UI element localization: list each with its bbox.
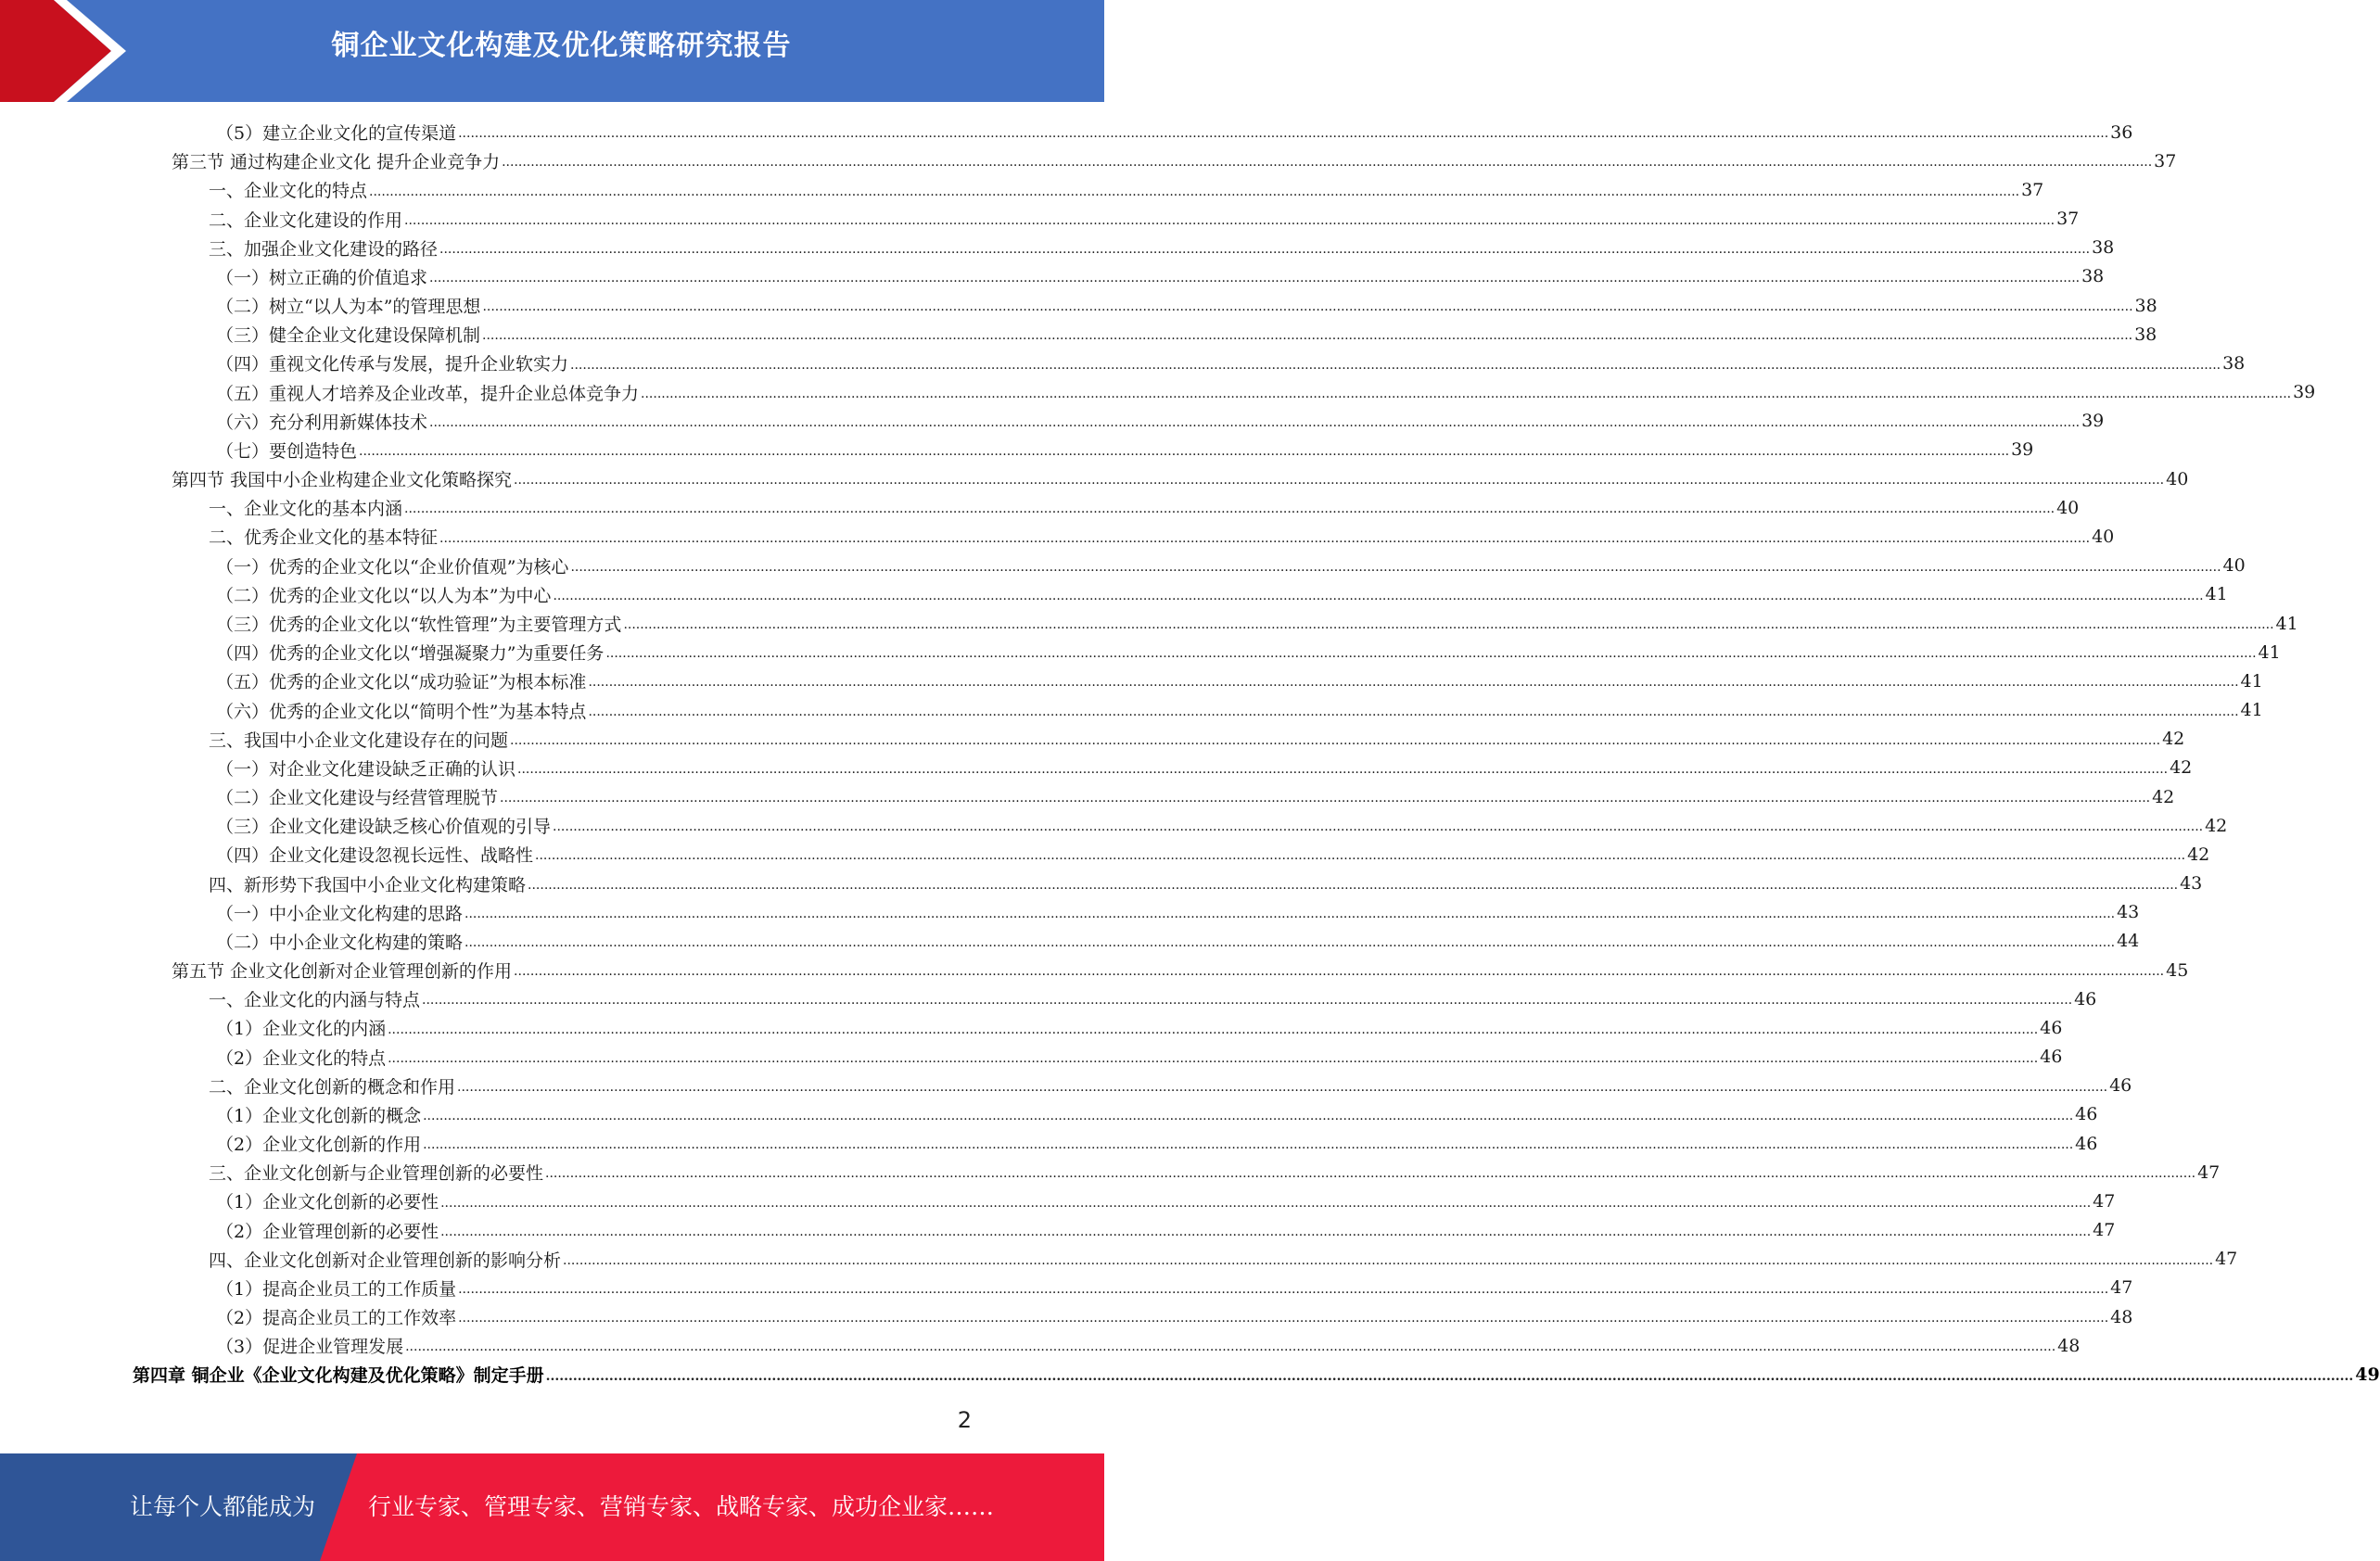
toc-entry[interactable]	[0, 898, 2140, 927]
toc-entry[interactable]	[0, 118, 2133, 146]
toc-entry-title: （一）优秀的企业文化以“企业价值观”为核心	[216, 556, 569, 577]
toc-entry-page: 45	[2166, 959, 2189, 981]
footer-slogan-left: 让每个人都能成为	[130, 1493, 316, 1520]
toc-entry-title: 二、企业文化创新的概念和作用	[209, 1076, 456, 1098]
toc-entry[interactable]	[0, 262, 2105, 291]
toc-entry-title: （1）企业文化创新的概念	[216, 1105, 422, 1126]
toc-entry-page: 40	[2222, 555, 2246, 577]
toc-entry-title: 第四节 我国中小企业构建企业文化策略探究	[172, 470, 513, 491]
toc-entry-title: （二）优秀的企业文化以“以人为本”为中心	[216, 585, 552, 606]
toc-entry[interactable]	[0, 407, 2105, 436]
toc-entry-page: 46	[2109, 1075, 2132, 1097]
toc-entry[interactable]	[0, 205, 2080, 234]
toc-dot-leader: ................................................................................................................................................................................................................................................................................................................................................................................................................	[563, 1252, 2214, 1268]
toc-dot-leader: ................................................................................................................................................................................................................................................................................................................................................................................................................	[500, 791, 2151, 806]
toc-entry-page: 38	[2222, 352, 2246, 374]
toc-dot-leader: ................................................................................................................................................................................................................................................................................................................................................................................................................	[458, 126, 2109, 142]
toc-entry-page: 41	[2275, 613, 2298, 634]
toc-entry[interactable]	[0, 1187, 2116, 1215]
toc-entry-page: 42	[2187, 844, 2210, 865]
toc-dot-leader: ................................................................................................................................................................................................................................................................................................................................................................................................................	[388, 1050, 2039, 1066]
page-number: 2	[957, 1407, 972, 1433]
toc-entry-page: 49	[2355, 1364, 2380, 1385]
toc-entry-title: （二）企业文化建设与经营管理脱节	[216, 788, 499, 809]
toc-entry-page: 44	[2117, 931, 2140, 952]
toc-entry[interactable]	[0, 436, 2034, 464]
toc-dot-leader: ................................................................................................................................................................................................................................................................................................................................................................................................................	[514, 964, 2165, 980]
toc-entry-title: 三、加强企业文化建设的路径	[209, 238, 439, 260]
toc-entry-page: 37	[2021, 179, 2044, 200]
toc-dot-leader: ................................................................................................................................................................................................................................................................................................................................................................................................................	[553, 588, 2204, 603]
toc-dot-leader: ................................................................................................................................................................................................................................................................................................................................................................................................................	[641, 386, 2292, 401]
toc-entry[interactable]	[0, 1043, 2063, 1072]
toc-dot-leader: ................................................................................................................................................................................................................................................................................................................................................................................................................	[388, 1022, 2039, 1037]
toc-entry-title: 三、企业文化创新与企业管理创新的必要性	[209, 1163, 544, 1185]
toc-entry-page: 46	[2040, 1017, 2063, 1038]
toc-entry-page: 41	[2258, 641, 2281, 663]
toc-entry-title: （3）促进企业管理发展	[216, 1337, 404, 1358]
toc-entry-page: 47	[2197, 1161, 2221, 1183]
toc-entry-page: 47	[2093, 1220, 2116, 1241]
toc-dot-leader: ................................................................................................................................................................................................................................................................................................................................................................................................................	[359, 444, 2010, 460]
toc-dot-leader: ................................................................................................................................................................................................................................................................................................................................................................................................................	[465, 934, 2116, 950]
toc-dot-leader: ................................................................................................................................................................................................................................................................................................................................................................................................................	[458, 1311, 2109, 1326]
toc-dot-leader: ................................................................................................................................................................................................................................................................................................................................................................................................................	[553, 819, 2204, 835]
toc-entry-title: 二、优秀企业文化的基本特征	[209, 527, 439, 549]
toc-entry-title: （二）中小企业文化构建的策略	[216, 932, 464, 953]
toc-entry[interactable]	[0, 956, 2189, 984]
toc-entry[interactable]	[0, 695, 2263, 724]
toc-entry-page: 41	[2240, 670, 2263, 692]
toc-entry[interactable]	[0, 464, 2189, 493]
toc-entry[interactable]	[0, 175, 2044, 204]
toc-dot-leader: ................................................................................................................................................................................................................................................................................................................................................................................................................	[545, 1368, 2354, 1384]
toc-entry-title: 第五节 企业文化创新对企业管理创新的作用	[172, 961, 513, 983]
toc-dot-leader: ................................................................................................................................................................................................................................................................................................................................................................................................................	[369, 184, 2020, 199]
toc-entry[interactable]	[0, 493, 2080, 522]
toc-entry-title: 二、企业文化建设的作用	[209, 209, 403, 231]
toc-entry-page: 47	[2215, 1249, 2238, 1270]
toc-entry-page: 46	[2075, 1104, 2098, 1125]
toc-entry-page: 39	[2081, 411, 2105, 432]
toc-entry[interactable]	[0, 638, 2281, 666]
toc-dot-leader: ................................................................................................................................................................................................................................................................................................................................................................................................................	[423, 1109, 2074, 1124]
toc-entry-title: （五）重视人才培养及企业改革，提升企业总体竞争力	[216, 383, 640, 404]
toc-entry-page: 42	[2152, 786, 2175, 807]
toc-entry-page: 38	[2081, 266, 2105, 287]
toc-entry-title: （七）要创造特色	[216, 440, 358, 462]
toc-dot-leader: ................................................................................................................................................................................................................................................................................................................................................................................................................	[404, 212, 2055, 228]
toc-entry[interactable]	[0, 1360, 2380, 1389]
toc-entry-page: 38	[2134, 324, 2157, 345]
toc-entry[interactable]	[0, 1100, 2098, 1129]
toc-entry-page: 43	[2117, 902, 2140, 923]
toc-entry[interactable]	[0, 1245, 2238, 1274]
toc-entry-page: 47	[2093, 1190, 2116, 1212]
toc-entry[interactable]	[0, 349, 2246, 377]
toc-entry-title: 一、企业文化的特点	[209, 181, 368, 202]
toc-entry-title: （2）提高企业员工的工作效率	[216, 1308, 457, 1329]
toc-entry-page: 48	[2110, 1306, 2133, 1327]
toc-dot-leader: ................................................................................................................................................................................................................................................................................................................................................................................................................	[510, 732, 2161, 748]
footer-slogan-right: 行业专家、管理专家、营销专家、战略专家、成功企业家……	[368, 1493, 995, 1520]
toc-dot-leader: ................................................................................................................................................................................................................................................................................................................................................................................................................	[528, 877, 2179, 893]
toc-entry-page: 38	[2092, 237, 2115, 259]
toc-dot-leader: ................................................................................................................................................................................................................................................................................................................................................................................................................	[517, 761, 2169, 777]
toc-entry[interactable]	[0, 580, 2228, 609]
toc-entry-title: （一）树立正确的价值追求	[216, 267, 428, 288]
toc-entry[interactable]	[0, 1331, 2081, 1360]
toc-entry-page: 42	[2170, 757, 2193, 779]
toc-entry-title: 一、企业文化的基本内涵	[209, 499, 403, 520]
toc-entry-title: 第四章 铜企业《企业文化构建及优化策略》制定手册	[133, 1365, 544, 1387]
toc-dot-leader: ................................................................................................................................................................................................................................................................................................................................................................................................................	[588, 675, 2239, 691]
toc-entry-title: （三）企业文化建设缺乏核心价值观的引导	[216, 817, 552, 838]
toc-entry-page: 38	[2134, 295, 2157, 316]
toc-entry-title: 四、新形势下我国中小企业文化构建策略	[209, 874, 527, 895]
toc-dot-leader: ................................................................................................................................................................................................................................................................................................................................................................................................................	[482, 328, 2133, 344]
toc-dot-leader: ................................................................................................................................................................................................................................................................................................................................................................................................................	[570, 357, 2221, 373]
toc-entry-page: 40	[2166, 468, 2189, 489]
toc-entry[interactable]	[0, 840, 2210, 869]
toc-entry[interactable]	[0, 869, 2203, 897]
toc-entry-title: （2）企业文化的特点	[216, 1047, 387, 1069]
toc-entry[interactable]	[0, 927, 2140, 956]
page-footer	[0, 1453, 1104, 1561]
toc-entry-title: （二）树立“以人为本”的管理思想	[216, 297, 481, 318]
toc-entry-page: 41	[2205, 584, 2228, 605]
toc-entry-title: （六）优秀的企业文化以“简明个性”为基本特点	[216, 701, 587, 722]
toc-dot-leader: ................................................................................................................................................................................................................................................................................................................................................................................................................	[465, 906, 2116, 921]
toc-entry[interactable]	[0, 1216, 2116, 1245]
toc-entry-page: 37	[2154, 150, 2177, 171]
toc-entry[interactable]	[0, 291, 2157, 320]
toc-dot-leader: ................................................................................................................................................................................................................................................................................................................................................................................................................	[605, 646, 2257, 662]
toc-entry-title: （1）提高企业员工的工作质量	[216, 1278, 457, 1300]
toc-entry-title: （5）建立企业文化的宣传渠道	[216, 123, 457, 145]
toc-entry[interactable]	[0, 234, 2115, 262]
toc-entry-page: 46	[2040, 1047, 2063, 1068]
toc-entry[interactable]	[0, 782, 2175, 811]
toc-entry-page: 41	[2240, 700, 2263, 721]
toc-entry-page: 36	[2110, 121, 2133, 143]
toc-entry[interactable]	[0, 1013, 2063, 1042]
toc-entry-title: （一）对企业文化建设缺乏正确的认识	[216, 758, 516, 780]
toc-entry-title: （一）中小企业文化构建的思路	[216, 903, 464, 924]
toc-dot-leader: ................................................................................................................................................................................................................................................................................................................................................................................................................	[502, 155, 2153, 171]
toc-entry[interactable]	[0, 1302, 2133, 1331]
toc-entry-title: （2）企业管理创新的必要性	[216, 1221, 439, 1242]
toc-entry-page: 42	[2162, 729, 2185, 750]
toc-dot-leader: ................................................................................................................................................................................................................................................................................................................................................................................................................	[570, 559, 2221, 575]
toc-entry[interactable]	[0, 609, 2298, 638]
toc-entry-page: 40	[2092, 526, 2115, 547]
toc-entry[interactable]	[0, 666, 2263, 695]
toc-dot-leader: ................................................................................................................................................................................................................................................................................................................................................................................................................	[457, 1079, 2108, 1095]
toc-entry[interactable]	[0, 725, 2185, 754]
toc-dot-leader: ................................................................................................................................................................................................................................................................................................................................................................................................................	[535, 848, 2186, 864]
toc-entry-page: 42	[2205, 815, 2228, 836]
toc-entry-page: 43	[2180, 873, 2203, 895]
toc-dot-leader: ................................................................................................................................................................................................................................................................................................................................................................................................................	[405, 1339, 2056, 1355]
toc-entry[interactable]	[0, 146, 2177, 175]
toc-entry-page: 47	[2110, 1277, 2133, 1299]
table-of-contents	[0, 118, 2380, 1390]
toc-entry-page: 39	[2011, 439, 2034, 461]
toc-dot-leader: ................................................................................................................................................................................................................................................................................................................................................................................................................	[422, 993, 2073, 1009]
toc-dot-leader: ................................................................................................................................................................................................................................................................................................................................................................................................................	[482, 299, 2133, 315]
toc-entry[interactable]	[0, 754, 2193, 782]
toc-dot-leader: ................................................................................................................................................................................................................................................................................................................................................................................................................	[588, 704, 2239, 719]
toc-dot-leader: ................................................................................................................................................................................................................................................................................................................................................................................................................	[439, 530, 2091, 546]
toc-dot-leader: ................................................................................................................................................................................................................................................................................................................................................................................................................	[545, 1166, 2196, 1182]
toc-entry-title: （1）企业文化创新的必要性	[216, 1192, 439, 1213]
toc-entry-title: （2）企业文化创新的作用	[216, 1135, 422, 1156]
toc-dot-leader: ................................................................................................................................................................................................................................................................................................................................................................................................................	[458, 1282, 2109, 1298]
toc-entry[interactable]	[0, 1274, 2133, 1302]
report-title: 铜企业文化构建及优化策略研究报告	[331, 30, 792, 62]
toc-dot-leader: ................................................................................................................................................................................................................................................................................................................................................................................................................	[440, 1195, 2092, 1211]
toc-entry-page: 48	[2057, 1335, 2081, 1356]
toc-entry[interactable]	[0, 811, 2228, 840]
toc-entry-title: （1）企业文化的内涵	[216, 1019, 387, 1040]
toc-entry-title: （四）企业文化建设忽视长远性、战略性	[216, 845, 534, 867]
toc-entry-title: 一、企业文化的内涵与特点	[209, 990, 421, 1011]
toc-dot-leader: ................................................................................................................................................................................................................................................................................................................................................................................................................	[440, 1224, 2092, 1239]
toc-entry-title: 第三节 通过构建企业文化 提升企业竞争力	[172, 152, 501, 173]
toc-dot-leader: ................................................................................................................................................................................................................................................................................................................................................................................................................	[623, 617, 2274, 633]
toc-entry[interactable]	[0, 1072, 2132, 1100]
toc-entry[interactable]	[0, 984, 2097, 1013]
toc-entry[interactable]	[0, 378, 2316, 407]
toc-entry-title: （五）优秀的企业文化以“成功验证”为根本标准	[216, 672, 587, 693]
toc-dot-leader: ................................................................................................................................................................................................................................................................................................................................................................................................................	[429, 414, 2081, 430]
toc-entry-title: （三）优秀的企业文化以“软性管理”为主要管理方式	[216, 615, 622, 635]
toc-dot-leader: ................................................................................................................................................................................................................................................................................................................................................................................................................	[404, 501, 2055, 517]
toc-entry[interactable]	[0, 1158, 2221, 1187]
toc-entry[interactable]	[0, 320, 2157, 349]
page-header	[0, 0, 1104, 102]
toc-entry-title: （四）优秀的企业文化以“增强凝聚力”为重要任务	[216, 643, 605, 665]
toc-dot-leader: ................................................................................................................................................................................................................................................................................................................................................................................................................	[439, 241, 2091, 257]
toc-entry-page: 40	[2056, 497, 2080, 518]
toc-entry-title: （三）健全企业文化建设保障机制	[216, 325, 481, 347]
toc-entry-page: 46	[2075, 1133, 2098, 1154]
toc-entry-title: （六）充分利用新媒体技术	[216, 412, 428, 433]
toc-entry-page: 46	[2074, 988, 2097, 1009]
toc-entry-title: 四、企业文化创新对企业管理创新的影响分析	[209, 1250, 562, 1271]
toc-entry[interactable]	[0, 522, 2115, 551]
toc-entry[interactable]	[0, 552, 2246, 580]
toc-dot-leader: ................................................................................................................................................................................................................................................................................................................................................................................................................	[514, 473, 2165, 489]
toc-entry-page: 39	[2293, 382, 2316, 403]
toc-dot-leader: ................................................................................................................................................................................................................................................................................................................................................................................................................	[429, 271, 2081, 286]
toc-dot-leader: ................................................................................................................................................................................................................................................................................................................................................................................................................	[423, 1137, 2074, 1153]
toc-entry[interactable]	[0, 1129, 2098, 1158]
toc-entry-page: 37	[2056, 209, 2080, 230]
toc-entry-title: （四）重视文化传承与发展，提升企业软实力	[216, 354, 569, 375]
toc-entry-title: 三、我国中小企业文化建设存在的问题	[209, 730, 509, 751]
